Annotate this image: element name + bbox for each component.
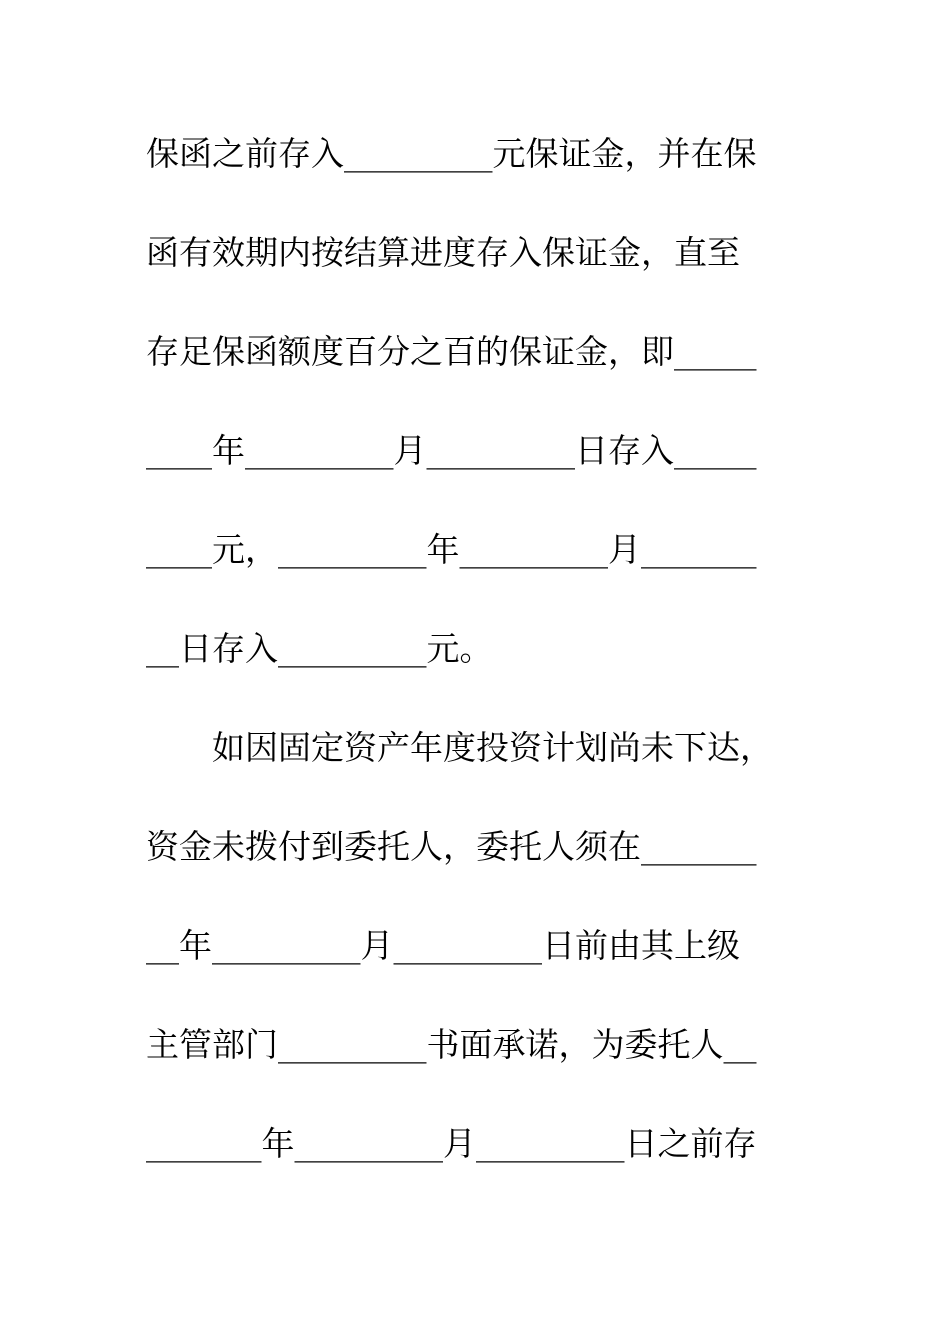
document-line: 保函之前存入_________元保证金，并在保	[146, 134, 757, 173]
document-line: __日存入_________元。	[146, 629, 493, 668]
document-line: 主管部门_________书面承诺，为委托人__	[146, 1025, 757, 1064]
document-line: 存足保函额度百分之百的保证金，即_____	[146, 332, 757, 371]
document-line: 资金未拨付到委托人，委托人须在_______	[146, 827, 757, 866]
document-line: ____年_________月_________日存入_____	[146, 431, 757, 470]
document-body	[146, 118, 796, 1207]
document-line: 函有效期内按结算进度存入保证金，直至	[146, 233, 740, 272]
document-line: __年_________月_________日前由其上级	[146, 926, 740, 965]
document-line: ____元，_________年_________月_______	[146, 530, 757, 569]
paragraph-first-line: 如因固定资产年度投资计划尚未下达，	[146, 728, 773, 767]
document-line: _______年_________月_________日之前存	[146, 1124, 757, 1163]
